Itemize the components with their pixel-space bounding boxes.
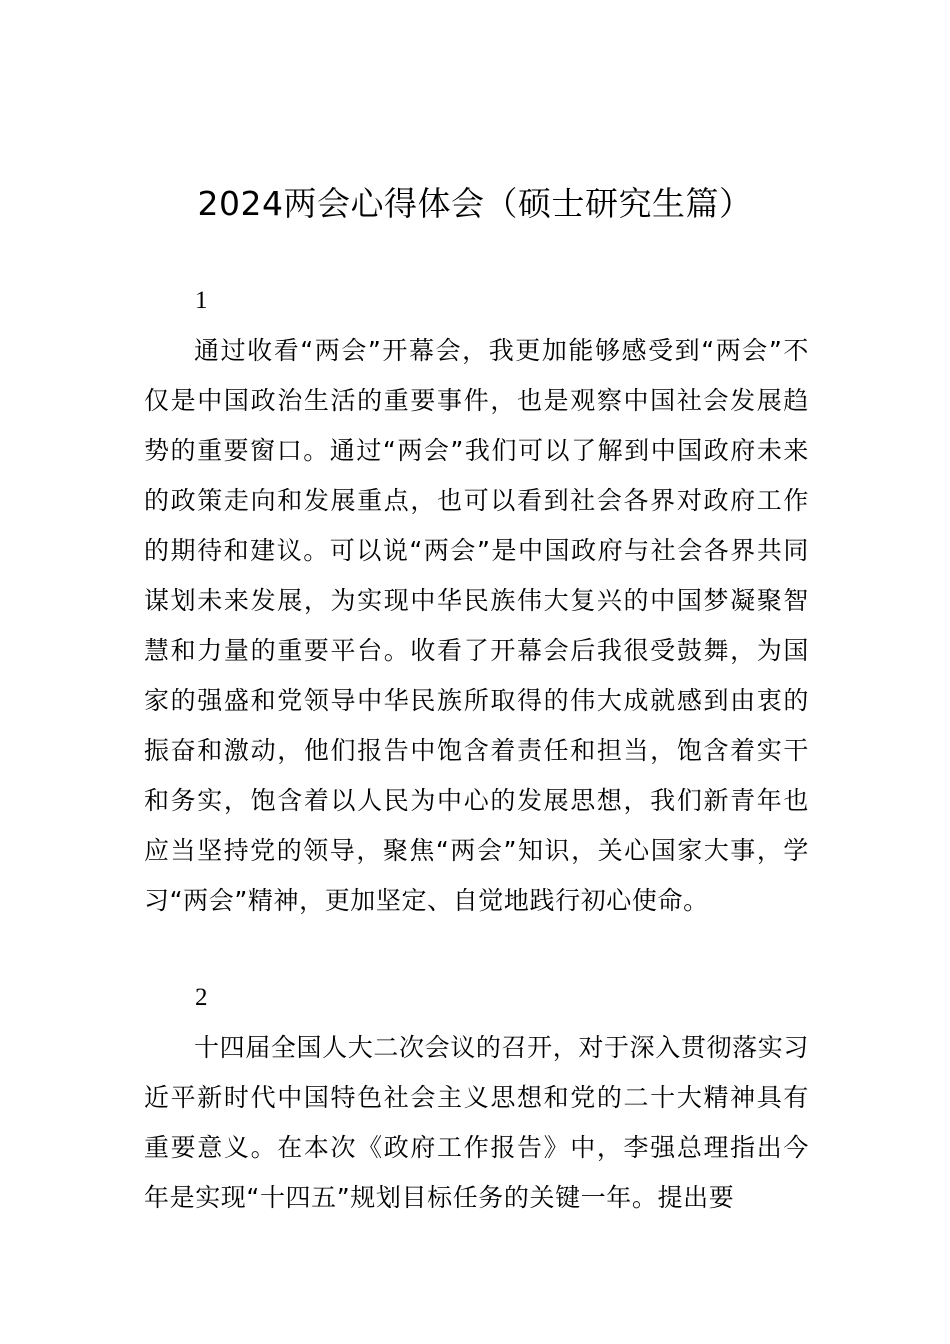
section-number-2: 2 <box>195 984 208 1011</box>
section-paragraph-2: 十四届全国人大二次会议的召开，对于深入贯彻落实习近平新时代中国特色社会主义思想和党的二十大精神具有重要意义。在本次《政府工作报告》中，李强总理指出今年是实现“十四五”规划目标任务的关键一年。提出要 <box>144 1033 809 1212</box>
document-title: 2024两会心得体会（硕士研究生篇） <box>197 184 753 223</box>
section-number-1: 1 <box>195 287 208 314</box>
section-paragraph-1: 通过收看“两会”开幕会，我更加能够感受到“两会”不仅是中国政治生活的重要事件，也是观察中国社会发展趋势的重要窗口。通过“两会”我们可以了解到中国政府未来的政策走向和发展重点，也可以看到社会各界对政府工作的期待和建议。可以说“两会”是中国政府与社会各界共同谋划未来发展，为实现中华民族伟大复兴的中国梦凝聚智慧和力量的重要平台。收看了开幕会后我很受鼓舞，为国家的强盛和党领导中华民族所取得的伟大成就感到由衷的振奋和激动，他们报告中饱含着责任和担当，饱含着实干和务实，饱含着以人民为中心的发展思想，我们新青年也应当坚持党的领导，聚焦“两会”知识，关心国家大事，学习“两会”精神，更加坚定、自觉地践行初心使命。 <box>144 336 809 915</box>
